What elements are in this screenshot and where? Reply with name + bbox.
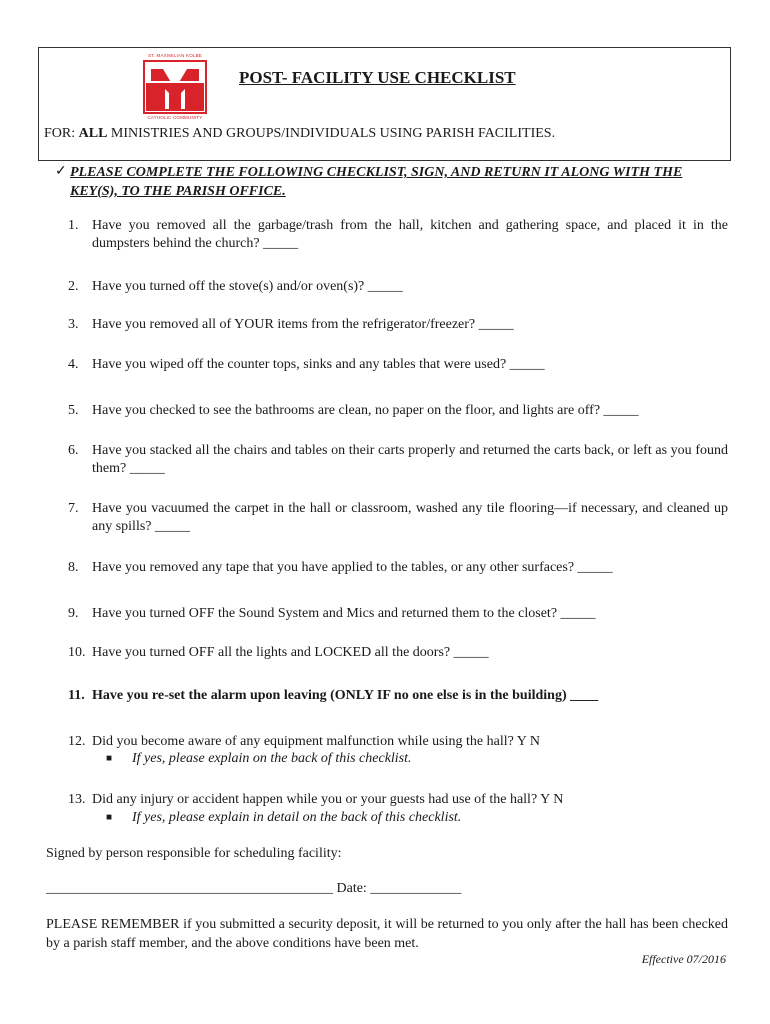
item-number: 12. — [68, 734, 86, 749]
checkmark-icon: ✓ — [55, 164, 67, 179]
item-number: 1. — [68, 218, 79, 233]
square-bullet-icon: ■ — [106, 753, 113, 764]
item-number: 13. — [68, 792, 86, 807]
item-number: 2. — [68, 279, 79, 294]
item-text: Have you vacuumed the carpet in the hall or classroom, washed any tile flooring—if necessary, and cleaned up any spills? _____ — [92, 501, 728, 534]
checklist-item-12 — [46, 733, 728, 751]
item-number: 10. — [68, 645, 86, 660]
page-title: POST- FACILITY USE CHECKLIST — [239, 68, 516, 87]
header-box — [38, 47, 731, 161]
logo-m-icon — [143, 59, 207, 115]
item-text: Have you turned OFF the Sound System and Mics and returned them to the closet? _____ — [92, 606, 596, 621]
item-number: 11. — [68, 688, 85, 703]
item-text: Did you become aware of any equipment malfunction while using the hall? Y N — [92, 734, 540, 749]
logo-bottom-text: CATHOLIC COMMUNITY — [147, 115, 203, 120]
checklist-item-8 — [46, 559, 728, 577]
for-rest: MINISTRIES AND GROUPS/INDIVIDUALS USING PARISH FACILITIES. — [107, 126, 556, 141]
checklist-item-2 — [46, 278, 728, 296]
checklist-item-9 — [46, 605, 728, 623]
item-text: Have you wiped off the counter tops, sinks and any tables that were used? _____ — [92, 357, 545, 372]
item-12-note — [106, 750, 412, 768]
note-text: If yes, please explain in detail on the back of this checklist. — [132, 810, 462, 825]
item-text: Have you turned off the stove(s) and/or oven(s)? _____ — [92, 279, 403, 294]
checklist-item-13 — [46, 791, 728, 809]
item-text: Have you checked to see the bathrooms are clean, no paper on the floor, and lights are off? _____ — [92, 403, 639, 418]
parish-logo — [143, 53, 207, 121]
checklist-item-6 — [46, 442, 728, 478]
checklist-item-1 — [46, 217, 728, 253]
note-text: If yes, please explain on the back of this checklist. — [132, 751, 412, 766]
checklist-item-7 — [46, 500, 728, 536]
item-text: Have you stacked all the chairs and tables on their carts properly and returned the carts back, or left as you found them? _____ — [92, 443, 728, 476]
item-text: Did any injury or accident happen while you or your guests had use of the hall? Y N — [92, 792, 564, 807]
for-prefix: FOR: — [44, 126, 79, 141]
effective-date: Effective 07/2016 — [641, 952, 726, 966]
for-line — [44, 126, 555, 142]
item-text: Have you removed all the garbage/trash from the hall, kitchen and gathering space, and placed it in the dumpsters behind the church? _____ — [92, 218, 728, 251]
item-number: 5. — [68, 403, 79, 418]
checklist-item-3 — [46, 316, 728, 334]
checklist-item-11 — [46, 687, 728, 705]
item-number: 7. — [68, 501, 79, 516]
instruction-text: PLEASE COMPLETE THE FOLLOWING CHECKLIST, SIGN, AND RETURN IT ALONG WITH THE KEY(S), TO THE PARISH OFFICE. — [70, 165, 683, 199]
item-text: Have you re-set the alarm upon leaving (ONLY IF no one else is in the building) ____ — [92, 688, 599, 703]
square-bullet-icon: ■ — [106, 812, 113, 823]
item-number: 4. — [68, 357, 79, 372]
item-13-note — [106, 809, 461, 827]
item-text: Have you turned OFF all the lights and LOCKED all the doors? _____ — [92, 645, 489, 660]
checklist-item-4 — [46, 356, 728, 374]
item-text: Have you removed any tape that you have applied to the tables, or any other surfaces? _____ — [92, 560, 613, 575]
reminder-text: PLEASE REMEMBER if you submitted a security deposit, it will be returned to you only after the hall has been checked by a parish staff member, and the above conditions have been met. — [46, 917, 728, 951]
checklist-item-10 — [46, 644, 728, 662]
checklist-item-5 — [46, 402, 728, 420]
item-number: 9. — [68, 606, 79, 621]
item-text: Have you removed all of YOUR items from the refrigerator/freezer? _____ — [92, 317, 514, 332]
item-number: 8. — [68, 560, 79, 575]
item-number: 3. — [68, 317, 79, 332]
for-bold: ALL — [78, 126, 108, 141]
signature-label: Signed by person responsible for scheduling facility: — [46, 846, 342, 861]
logo-top-text: ST. MAXIMILIAN KOLBE — [147, 53, 202, 58]
signature-date-line: _________________________________________ Date: _____________ — [46, 881, 462, 896]
item-number: 6. — [68, 443, 79, 458]
